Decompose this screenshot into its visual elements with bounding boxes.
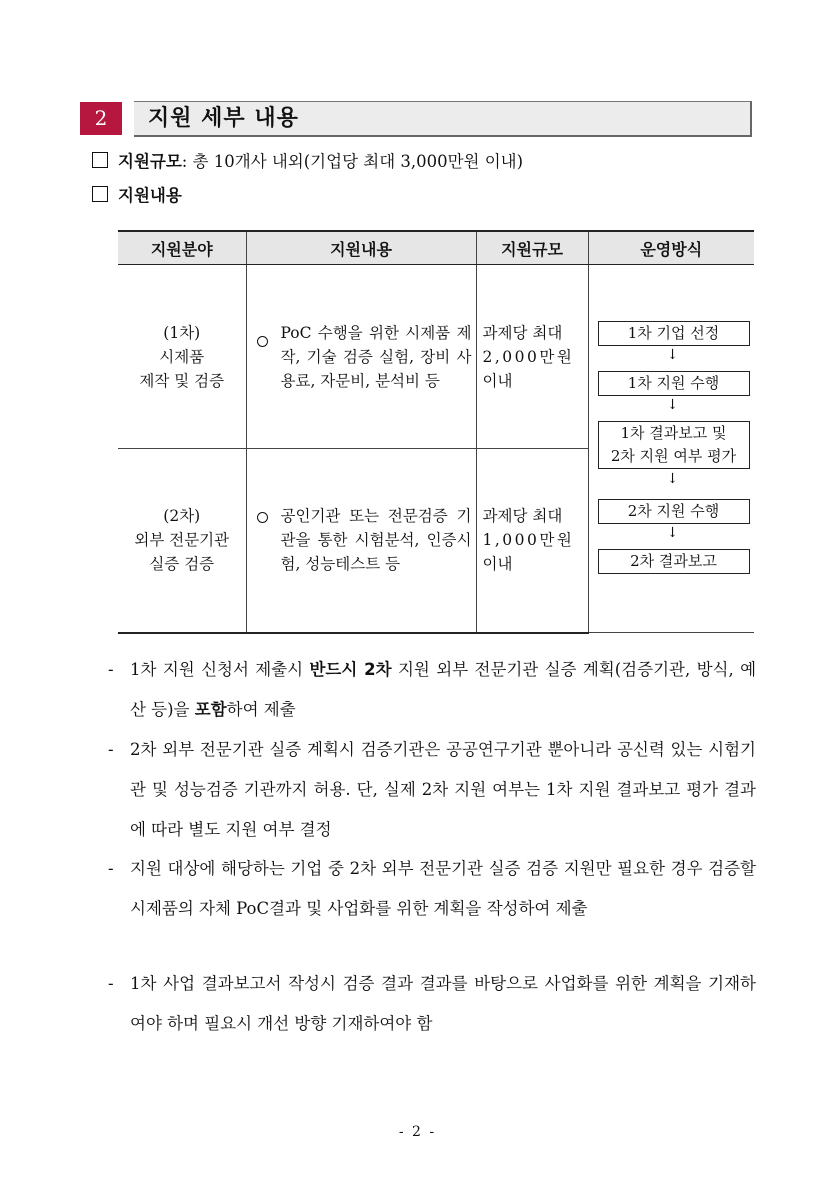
scale-label: 지원규모	[118, 152, 182, 171]
header-operation: 운영방식	[588, 231, 754, 265]
bullet-item: - 지원 대상에 해당하는 기업 중 2차 외부 전문기관 실증 검증 지원만 필요한 경우 검증할 시제품의 자체 PoC결과 및 사업화를 위한 계획을 작성하여 제출	[108, 849, 756, 929]
scale-text: : 총 10개사 내외(기업당 최대 3,000만원 이내)	[181, 152, 524, 171]
section-title: 지원 세부 내용	[148, 106, 299, 131]
bullet-dash: -	[108, 974, 114, 993]
down-arrow-icon: ↓	[666, 525, 679, 541]
bullet-item: - 2차 외부 전문기관 실증 계획시 검증기관은 공공연구기관 뿐아니라 공신력 있는 시험기관 및 성능검증 기관까지 허용. 단, 실제 2차 지원 여부는 1차 지원 결과보고 평가 결과에 따라 별도 지원 여부 결정	[108, 730, 756, 850]
header-area: 지원분야	[118, 231, 246, 265]
operation-flow-cell	[588, 265, 754, 633]
bullet-item: - 1차 지원 신청서 제출시 반드시 2차 지원 외부 전문기관 실증 계획(검증기관, 방식, 예산 등)을 포함하여 제출	[108, 650, 756, 730]
table-header-row	[118, 231, 754, 265]
content-cell: PoC 수행을 위한 시제품 제작, 기술 검증 실험, 장비 사용료, 자문비, 분석비 등	[246, 265, 476, 449]
support-table	[118, 230, 754, 634]
checkbox-square-icon	[92, 152, 108, 168]
section-header	[80, 101, 752, 137]
scale-cell: 과제당 최대 1,000만원 이내	[476, 449, 588, 633]
checkbox-square-icon	[92, 186, 108, 202]
bullet-dash: -	[108, 740, 114, 759]
flow-step: 2차 지원 수행	[598, 499, 750, 524]
area-cell: (1차) 시제품 제작 및 검증	[118, 265, 246, 449]
scale-line	[92, 150, 523, 174]
flow-step-double: 1차 결과보고 및 2차 지원 여부 평가	[598, 421, 750, 469]
content-line	[92, 184, 182, 208]
operation-flowchart	[589, 265, 755, 632]
table-row	[118, 265, 754, 449]
header-scale: 지원규모	[476, 231, 588, 265]
bullet-dash: -	[108, 660, 114, 679]
content-cell: 공인기관 또는 전문검증 기관을 통한 시험분석, 인증시험, 성능테스트 등	[246, 449, 476, 633]
page-number: - 2 -	[398, 1124, 437, 1140]
flow-step: 1차 지원 수행	[598, 371, 750, 396]
flow-step: 2차 결과보고	[598, 549, 750, 574]
circle-bullet-icon	[257, 336, 268, 347]
bullet-dash: -	[108, 859, 114, 878]
scale-cell: 과제당 최대 2,000만원 이내	[476, 265, 588, 449]
down-arrow-icon: ↓	[666, 471, 679, 487]
down-arrow-icon: ↓	[666, 397, 679, 413]
content-label: 지원내용	[118, 186, 182, 205]
down-arrow-icon: ↓	[666, 347, 679, 363]
circle-bullet-icon	[257, 512, 268, 523]
header-content: 지원내용	[246, 231, 476, 265]
area-cell: (2차) 외부 전문기관 실증 검증	[118, 449, 246, 633]
flow-step: 1차 기업 선정	[598, 321, 750, 346]
section-title-box	[134, 101, 752, 137]
section-number: 2	[80, 102, 122, 135]
bullet-item: - 1차 사업 결과보고서 작성시 검증 결과 결과를 바탕으로 사업화를 위한 계획을 기재하여야 하며 필요시 개선 방향 기재하여야 함	[108, 964, 756, 1044]
